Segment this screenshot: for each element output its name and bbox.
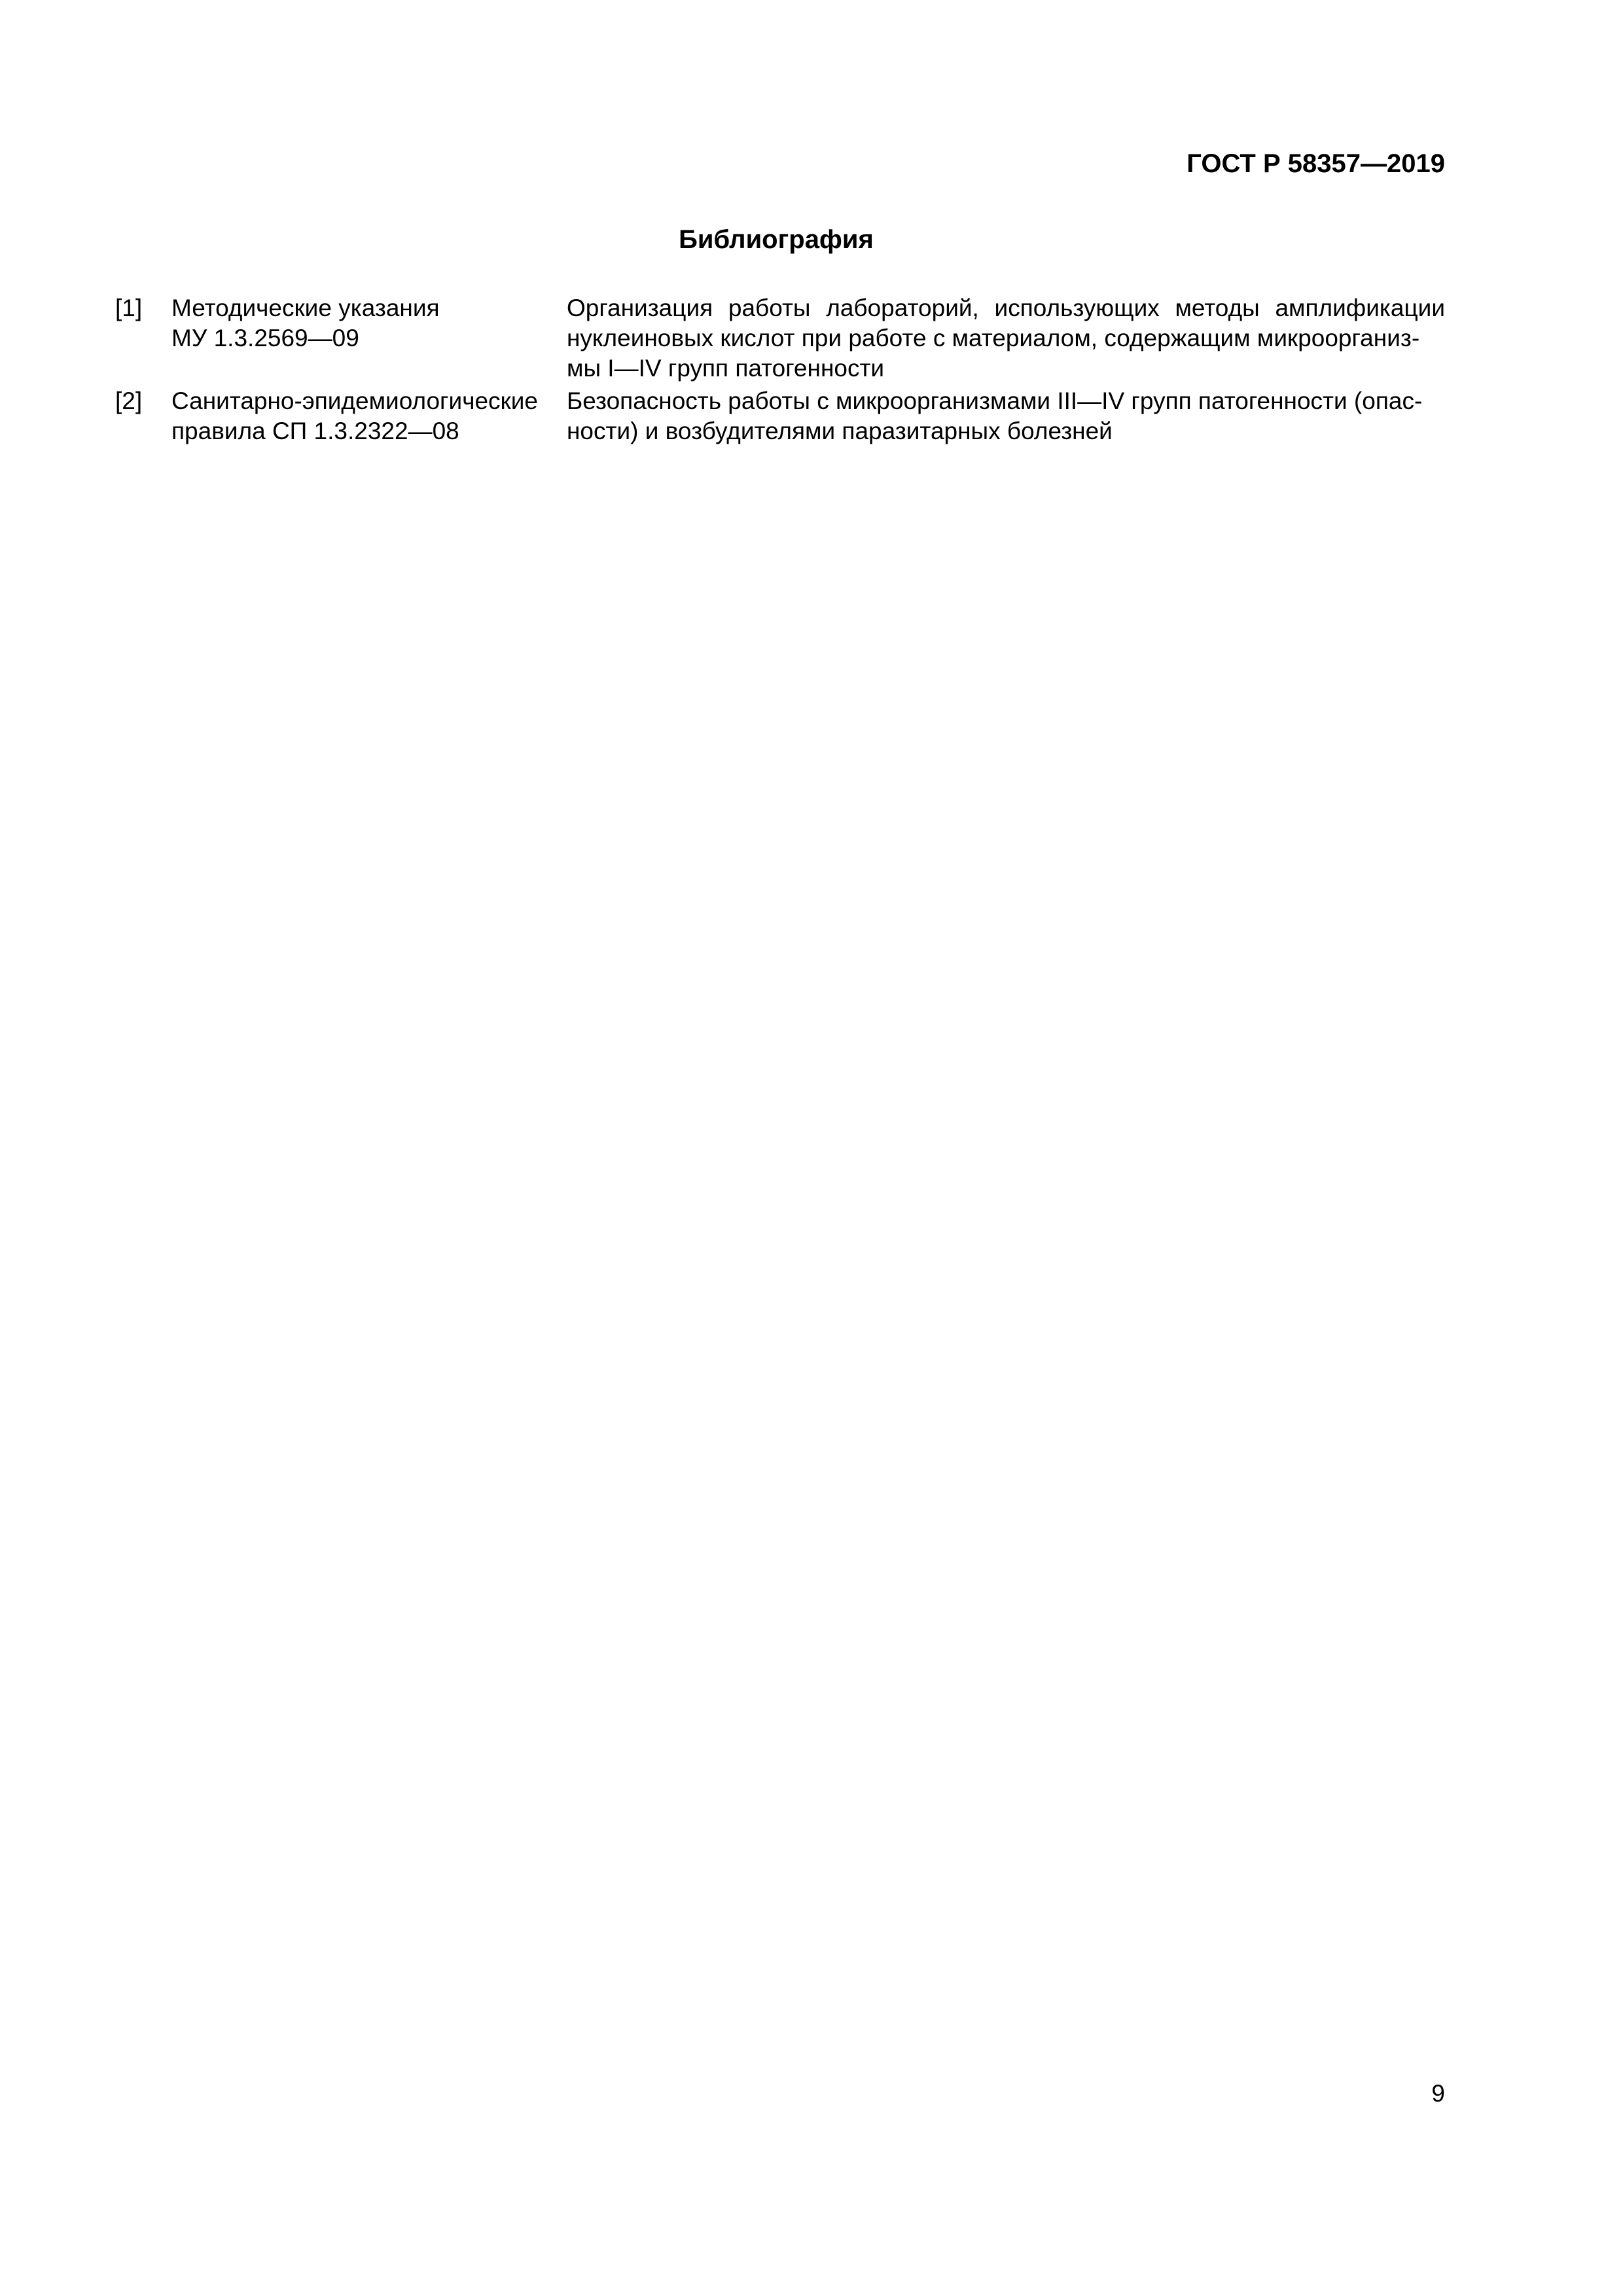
bibliography-entry-reference: Методические указания МУ 1.3.2569—09 bbox=[171, 295, 440, 351]
bibliography-entry bbox=[115, 293, 1445, 384]
bibliography-list bbox=[115, 293, 1445, 449]
bibliography-entry bbox=[115, 386, 1445, 446]
bibliography-entry-number: [2] bbox=[115, 387, 143, 414]
document-code: ГОСТ Р 58357—2019 bbox=[1186, 149, 1445, 178]
bibliography-entry-title: Организация работы лабораторий, использующих методы амплификации нуклеиновых кислот при работе с материалом, содержащим микроорганиз- мы I—IV групп патогенности bbox=[567, 295, 1445, 382]
page-number: 9 bbox=[1431, 2080, 1445, 2107]
bibliography-entry-number: [1] bbox=[115, 295, 143, 321]
bibliography-entry-reference: Санитарно-эпидемиологические правила СП 1.3.2322—08 bbox=[171, 387, 538, 444]
bibliography-entry-title: Безопасность работы с микроорганизмами III—IV групп патогенности (опас- ности) и возбудителями паразитарных болезней bbox=[567, 387, 1423, 444]
section-title: Библиография bbox=[679, 225, 874, 254]
